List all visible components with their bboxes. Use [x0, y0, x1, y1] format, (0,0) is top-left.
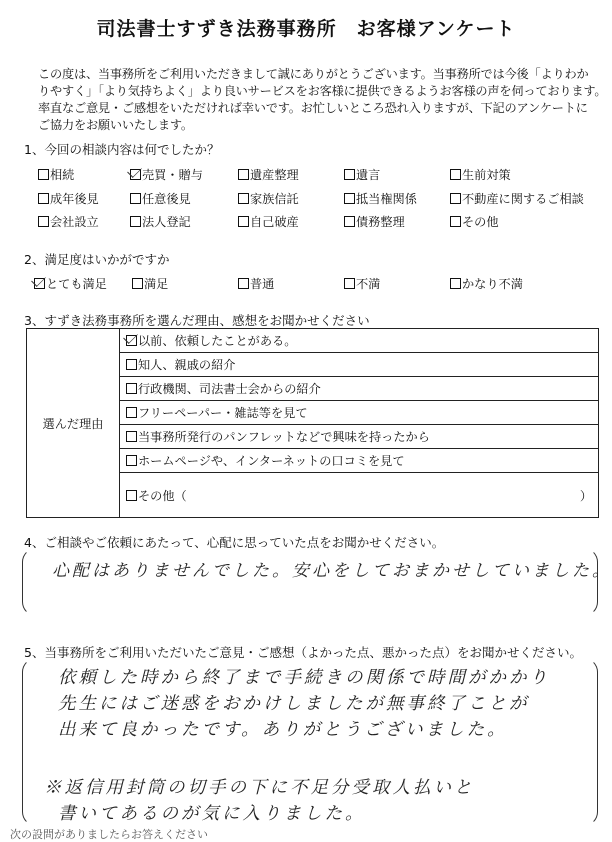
intro-line: 率直なご意見・ご感想をいただければ幸いです。お忙しいところ恐れ入りますが、下記のアンケートに: [38, 101, 588, 115]
q1-option-nini[interactable]: 任意後見: [130, 190, 191, 207]
checkbox-icon[interactable]: [238, 169, 249, 180]
checkbox-icon[interactable]: [126, 359, 137, 370]
q1-question: 1、今回の相談内容は何でしたか？: [24, 142, 220, 157]
checkbox-icon[interactable]: [344, 278, 355, 289]
checkbox-icon[interactable]: [450, 278, 461, 289]
q5-answer-line[interactable]: ※返信用封筒の切手の下に不足分受取人払いと: [44, 778, 475, 798]
q5-answer-line[interactable]: 先生にはご迷惑をおかけしましたが無事終了ことが: [58, 694, 530, 714]
q1-option-kaisha[interactable]: 会社設立: [38, 213, 99, 230]
q4-answer[interactable]: 心配はありませんでした。安心をしておまかせしていました。: [52, 561, 612, 581]
reason-row[interactable]: 以前、依頼したことがある。: [120, 329, 599, 353]
checkbox-icon[interactable]: [450, 216, 461, 227]
q1-option-fudousan[interactable]: 不動産に関するご相談: [450, 190, 584, 207]
reasons-table: [26, 328, 599, 518]
checkbox-checked-icon[interactable]: [34, 278, 45, 289]
q1-option-sonota[interactable]: その他: [450, 213, 499, 230]
reasons-label: 選んだ理由: [27, 329, 120, 518]
reason-row[interactable]: 行政機関、司法書士会からの紹介: [120, 377, 599, 401]
checkbox-icon[interactable]: [126, 407, 137, 418]
q1-option-yuigon[interactable]: 遺言: [344, 166, 380, 183]
q4-question: 4、ご相談やご依頼にあたって、心配に思っていた点をお聞かせください。: [24, 535, 445, 550]
intro-line: この度は、当事務所をご利用いただきまして誠にありがとうございます。当事務所では今後「よりわか: [38, 67, 589, 81]
q2-option-manzoku[interactable]: 満足: [132, 275, 168, 292]
checkbox-icon[interactable]: [238, 193, 249, 204]
q1-option-seizen[interactable]: 生前対策: [450, 166, 511, 183]
checkbox-icon[interactable]: [38, 216, 49, 227]
checkbox-icon[interactable]: [126, 383, 137, 394]
checkbox-icon[interactable]: [38, 169, 49, 180]
checkbox-checked-icon[interactable]: [130, 169, 141, 180]
q2-option-kanari[interactable]: かなり不満: [450, 275, 523, 292]
checkbox-icon[interactable]: [344, 169, 355, 180]
reason-row[interactable]: 当事務所発行のパンフレットなどで興味を持ったから: [120, 425, 599, 449]
q5-question: 5、当事務所をご利用いただいたご意見・ご感想（よかった点、悪かった点）をお聞かせください。: [24, 645, 582, 660]
checkbox-checked-icon[interactable]: [126, 335, 137, 346]
checkbox-icon[interactable]: [130, 193, 141, 204]
reason-row-other[interactable]: その他（ ）: [120, 473, 599, 518]
checkbox-icon[interactable]: [132, 278, 143, 289]
checkbox-icon[interactable]: [126, 431, 137, 442]
q5-answer-line[interactable]: 書いてあるのが気に入りました。: [58, 804, 366, 824]
q1-option-teitou[interactable]: 抵当権関係: [344, 190, 417, 207]
q5-answer-line[interactable]: 出来て良かったです。ありがとうございました。: [58, 720, 508, 740]
checkbox-icon[interactable]: [126, 455, 137, 466]
footer-cut-text: 次の設問がありましたらお答えください: [10, 828, 208, 841]
checkbox-icon[interactable]: [130, 216, 141, 227]
q1-option-houjin[interactable]: 法人登記: [130, 213, 191, 230]
q1-option-isan[interactable]: 遺産整理: [238, 166, 299, 183]
q1-option-kazoku[interactable]: 家族信託: [238, 190, 299, 207]
q1-option-saimu[interactable]: 債務整理: [344, 213, 405, 230]
q1-option-hasan[interactable]: 自己破産: [238, 213, 299, 230]
q3-question: 3、すずき法務事務所を選んだ理由、感想をお聞かせください: [24, 313, 370, 328]
reason-row[interactable]: ホームページや、インターネットの口コミを見て: [120, 449, 599, 473]
q2-question: 2、満足度はいかがですか: [24, 252, 170, 267]
reason-row[interactable]: フリーペーパー・雑誌等を見て: [120, 401, 599, 425]
intro-line: ご協力をお願いいたします。: [38, 118, 193, 132]
checkbox-icon[interactable]: [38, 193, 49, 204]
intro-text: [38, 66, 607, 134]
q2-option-totemo[interactable]: とても満足: [34, 275, 107, 292]
q1-option-seinen[interactable]: 成年後見: [38, 190, 99, 207]
checkbox-icon[interactable]: [344, 193, 355, 204]
checkbox-icon[interactable]: [238, 216, 249, 227]
checkbox-icon[interactable]: [450, 193, 461, 204]
q5-answer-line[interactable]: 依頼した時から終了まで手続きの関係で時間がかかり: [58, 668, 550, 688]
intro-line: りやすく」「より気持ちよく」より良いサービスをお客様に提供できるようお客様の声を伺っております。: [38, 84, 607, 98]
checkbox-icon[interactable]: [450, 169, 461, 180]
reason-row[interactable]: 知人、親戚の紹介: [120, 353, 599, 377]
q1-option-baibai[interactable]: 売買・贈与: [130, 166, 203, 183]
q1-option-souzoku[interactable]: 相続: [38, 166, 74, 183]
checkbox-icon[interactable]: [344, 216, 355, 227]
q2-option-fuman[interactable]: 不満: [344, 275, 380, 292]
checkbox-icon[interactable]: [126, 490, 137, 501]
survey-title: 司法書士すずき法務事務所 お客様アンケート: [96, 18, 516, 40]
checkbox-icon[interactable]: [238, 278, 249, 289]
q2-option-futsuu[interactable]: 普通: [238, 275, 274, 292]
